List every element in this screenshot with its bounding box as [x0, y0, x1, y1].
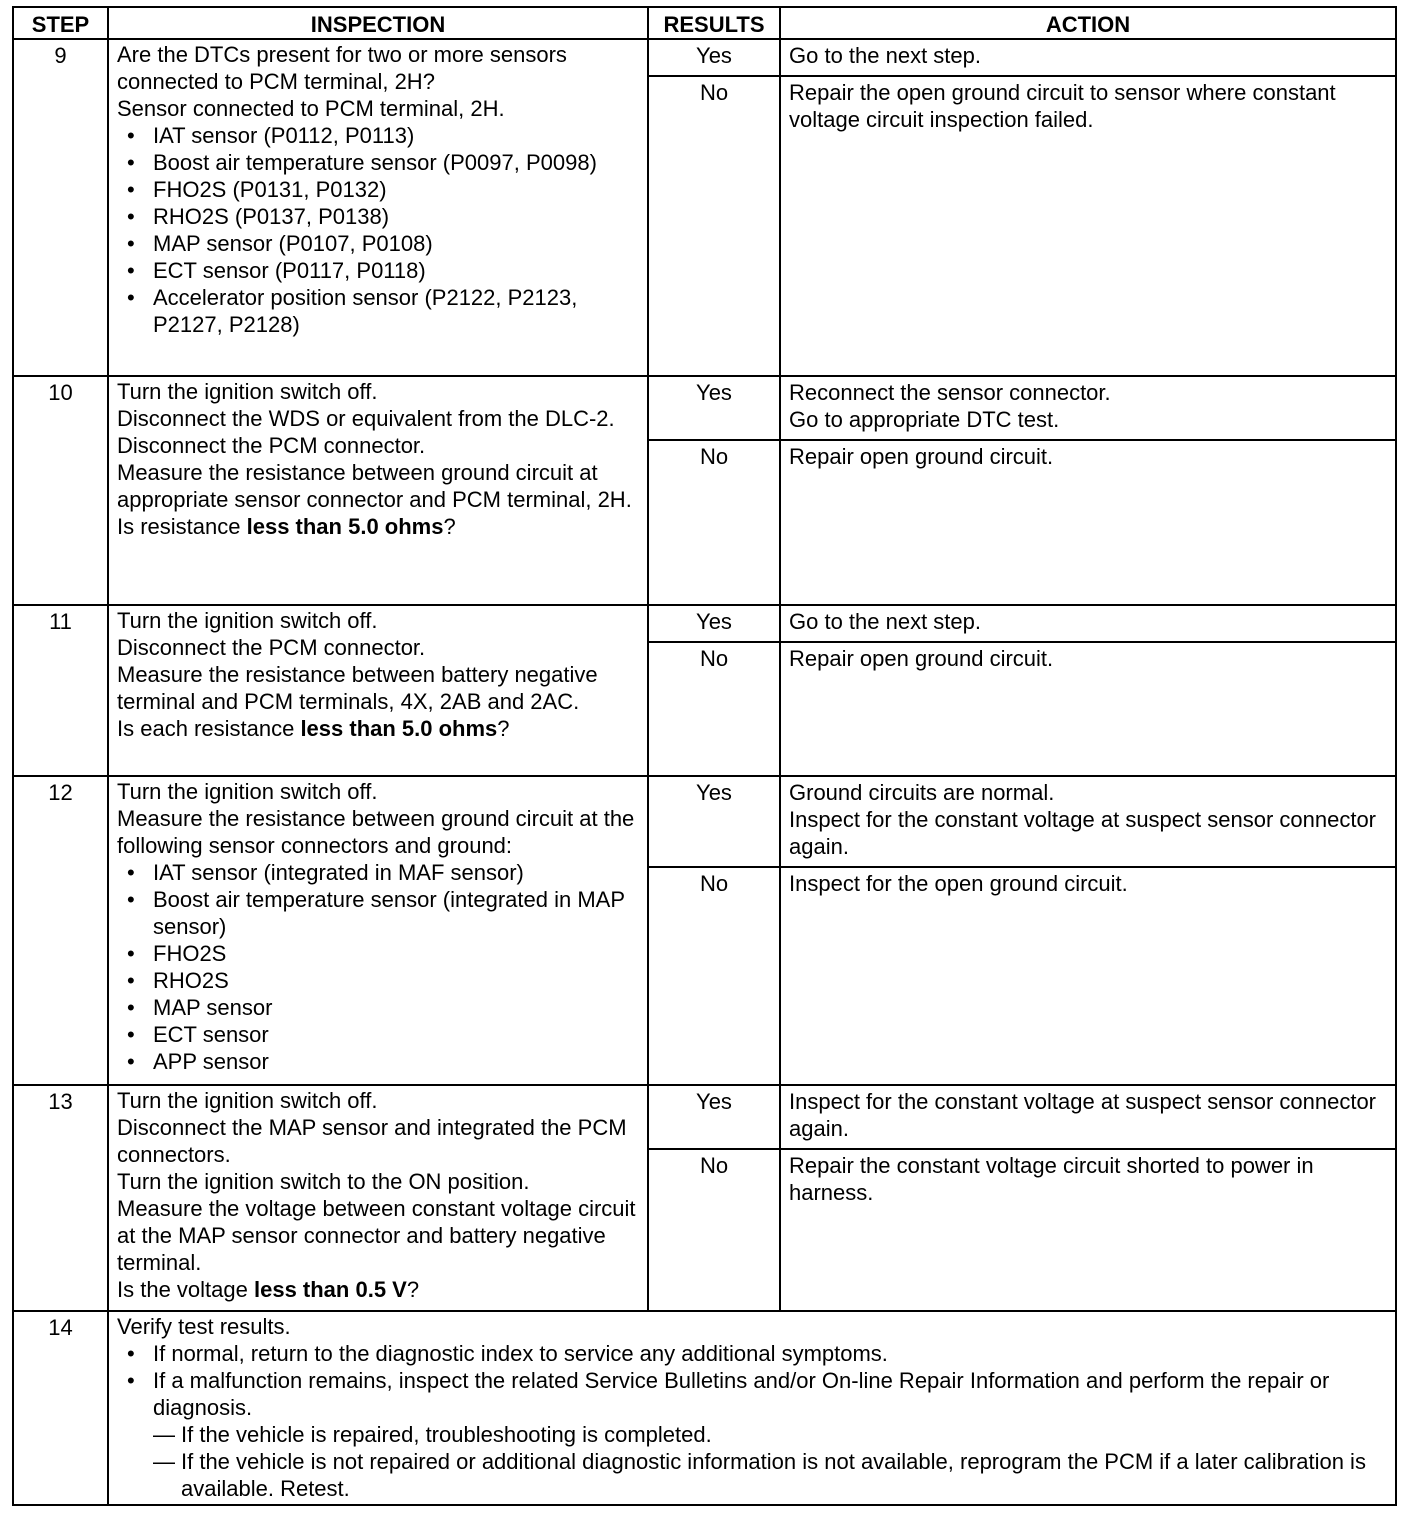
- header-results: RESULTS: [648, 7, 780, 39]
- inspection-text: Measure the resistance between ground circuit at the following sensor connectors and ground:: [117, 806, 635, 858]
- inspection-text: Measure the resistance between battery negative terminal and PCM terminals, 4X, 2AB and 2AC.: [117, 662, 598, 714]
- list-item: • ECT sensor (P0117, P0118): [117, 257, 641, 284]
- diagnostic-table: [12, 6, 1397, 1506]
- inspection-text: Turn the ignition switch off.: [117, 379, 378, 404]
- step-number: 11: [13, 605, 108, 776]
- result-no: No: [648, 440, 780, 605]
- inspection-text: Turn the ignition switch off.: [117, 779, 378, 804]
- action-yes: Go to the next step.: [780, 605, 1396, 642]
- action-text: Inspect for the constant voltage at suspect sensor connector again.: [789, 807, 1377, 859]
- result-yes: Yes: [648, 1085, 780, 1149]
- action-no: Repair the constant voltage circuit shorted to power in harness.: [780, 1149, 1396, 1311]
- action-yes: Go to the next step.: [780, 39, 1396, 76]
- list-item: • MAP sensor (P0107, P0108): [117, 230, 641, 257]
- inspection-text: Are the DTCs present for two or more sensors connected to PCM terminal, 2H?: [117, 42, 567, 94]
- list-item: • Boost air temperature sensor (integrated in MAP sensor): [117, 886, 641, 940]
- step-9-yes-row: [13, 39, 1396, 76]
- step-12-inspection: [108, 776, 648, 1085]
- list-item: • If normal, return to the diagnostic index to service any additional symptoms.: [117, 1340, 1389, 1367]
- header-row: [13, 7, 1396, 39]
- result-no: No: [648, 76, 780, 376]
- question-suffix: ?: [406, 1277, 420, 1302]
- result-yes: Yes: [648, 776, 780, 867]
- step-number: 14: [13, 1311, 108, 1505]
- question-suffix: ?: [443, 514, 456, 539]
- inspection-text: Turn the ignition switch off.: [117, 1088, 378, 1113]
- inspection-question: [117, 715, 641, 742]
- step-number: 9: [13, 39, 108, 376]
- list-item: • RHO2S: [117, 967, 641, 994]
- action-no: Repair the open ground circuit to sensor where constant voltage circuit inspection failed.: [780, 76, 1396, 376]
- step-10-inspection: [108, 376, 648, 605]
- list-item: • APP sensor: [117, 1048, 641, 1075]
- list-item: • IAT sensor (P0112, P0113): [117, 122, 641, 149]
- inspection-text: Disconnect the MAP sensor and integrated the PCM connectors.: [117, 1115, 627, 1167]
- question-prefix: Is resistance: [117, 514, 247, 539]
- question-threshold: less than 5.0 ohms: [246, 514, 444, 539]
- header-action: ACTION: [780, 7, 1396, 39]
- sub-list-item: — If the vehicle is repaired, troubleshooting is completed.: [153, 1421, 1389, 1448]
- list-item: • FHO2S: [117, 940, 641, 967]
- step-number: 13: [13, 1085, 108, 1311]
- action-no: Inspect for the open ground circuit.: [780, 867, 1396, 1085]
- step-14-inspection: [108, 1311, 1396, 1505]
- inspection-text: Disconnect the PCM connector.: [117, 635, 426, 660]
- sub-list-item: — If the vehicle is not repaired or additional diagnostic information is not available, reprogram the PCM if a later calibration is available. Retest.: [153, 1448, 1389, 1502]
- inspection-text: Turn the ignition switch to the ON position.: [117, 1169, 530, 1194]
- header-step: STEP: [13, 7, 108, 39]
- result-yes: Yes: [648, 605, 780, 642]
- action-no: Repair open ground circuit.: [780, 642, 1396, 776]
- sensor-list: [117, 859, 641, 1075]
- question-threshold: less than 5.0 ohms: [300, 716, 498, 741]
- action-text: Reconnect the sensor connector.: [789, 380, 1111, 405]
- inspection-text: Measure the resistance between ground circuit at appropriate sensor connector and PCM terminal, 2H.: [117, 460, 632, 512]
- list-item: • Boost air temperature sensor (P0097, P0098): [117, 149, 641, 176]
- step-14-row: [13, 1311, 1396, 1505]
- sensor-list: [117, 122, 641, 338]
- step-9-inspection: [108, 39, 648, 376]
- result-no: No: [648, 1149, 780, 1311]
- step-12-yes-row: [13, 776, 1396, 867]
- result-yes: Yes: [648, 39, 780, 76]
- inspection-question: [117, 1276, 641, 1303]
- inspection-question: [117, 513, 641, 540]
- inspection-text: Turn the ignition switch off.: [117, 608, 378, 633]
- list-item-text: If a malfunction remains, inspect the related Service Bulletins and/or On-line Repair Information and perform the repair or diagnosis.: [153, 1368, 1330, 1420]
- result-no: No: [648, 642, 780, 776]
- question-suffix: ?: [497, 716, 510, 741]
- action-text: Ground circuits are normal.: [789, 780, 1055, 805]
- action-yes: Inspect for the constant voltage at suspect sensor connector again.: [780, 1085, 1396, 1149]
- inspection-text: Disconnect the WDS or equivalent from the DLC-2.: [117, 406, 615, 431]
- action-text: Go to appropriate DTC test.: [789, 407, 1060, 432]
- question-threshold: less than 0.5 V: [253, 1277, 407, 1302]
- question-prefix: Is each resistance: [117, 716, 301, 741]
- step-13-inspection: [108, 1085, 648, 1311]
- step-10-yes-row: [13, 376, 1396, 440]
- result-yes: Yes: [648, 376, 780, 440]
- step-11-inspection: [108, 605, 648, 776]
- list-item: • MAP sensor: [117, 994, 641, 1021]
- list-item: [117, 1367, 1389, 1502]
- step-number: 10: [13, 376, 108, 605]
- list-item: • IAT sensor (integrated in MAF sensor): [117, 859, 641, 886]
- inspection-text: Verify test results.: [117, 1314, 291, 1339]
- step-number: 12: [13, 776, 108, 1085]
- action-yes: [780, 776, 1396, 867]
- result-list: [117, 1340, 1389, 1502]
- inspection-text: Measure the voltage between constant voltage circuit at the MAP sensor connector and battery negative terminal.: [117, 1196, 636, 1275]
- list-item: • Accelerator position sensor (P2122, P2123, P2127, P2128): [117, 284, 641, 338]
- inspection-text: Sensor connected to PCM terminal, 2H.: [117, 96, 505, 121]
- question-prefix: Is the voltage: [117, 1277, 254, 1302]
- result-no: No: [648, 867, 780, 1085]
- list-item: • FHO2S (P0131, P0132): [117, 176, 641, 203]
- step-13-yes-row: [13, 1085, 1396, 1149]
- inspection-text: Disconnect the PCM connector.: [117, 433, 426, 458]
- action-yes: [780, 376, 1396, 440]
- list-item: • RHO2S (P0137, P0138): [117, 203, 641, 230]
- step-11-yes-row: [13, 605, 1396, 642]
- header-inspection: INSPECTION: [108, 7, 648, 39]
- sub-list: [153, 1421, 1389, 1502]
- action-no: Repair open ground circuit.: [780, 440, 1396, 605]
- list-item: • ECT sensor: [117, 1021, 641, 1048]
